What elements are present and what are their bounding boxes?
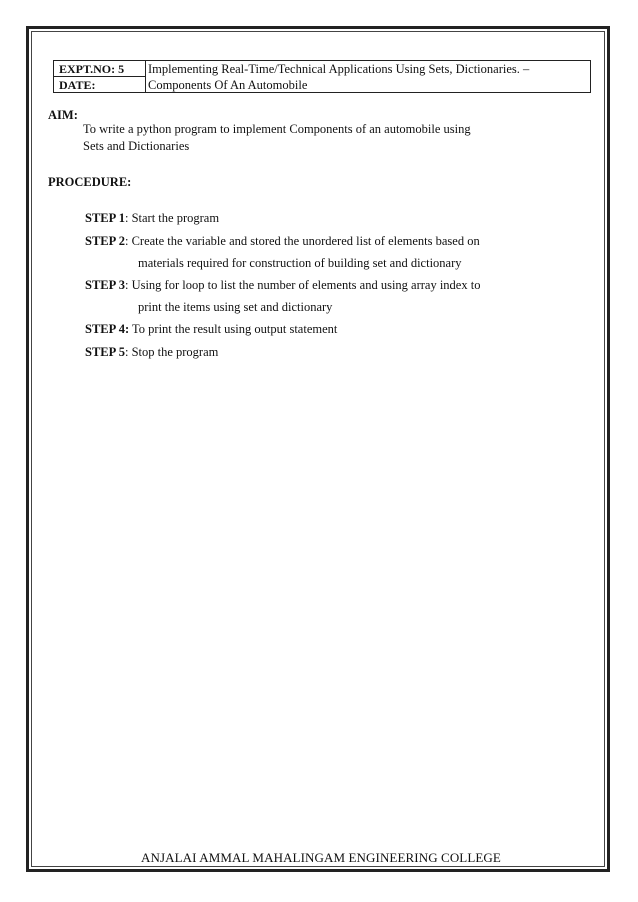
page-inner-border (31, 31, 605, 867)
step-4-label: STEP 4: (85, 322, 130, 336)
step-2-text: Create the variable and stored the unordered list of elements based on (128, 234, 480, 248)
step-1-text: Start the program (128, 211, 220, 225)
procedure-heading: PROCEDURE: (48, 175, 132, 189)
date-label: DATE: (59, 78, 96, 92)
step-5-label: STEP 5 (85, 345, 125, 359)
header-labels (54, 61, 146, 92)
step-2-label: STEP 2 (85, 234, 125, 248)
step-3-separator: : (124, 278, 129, 292)
footer-college-name: ANJALAI AMMAL MAHALINGAM ENGINEERING COLLEGE (141, 850, 501, 865)
step-2 (85, 234, 480, 249)
step-5-text: Stop the program (128, 345, 219, 359)
step-5-separator: : (124, 345, 129, 359)
step-5 (85, 345, 218, 360)
aim-text-line1: To write a python program to implement Components of an automobile using (83, 122, 471, 136)
step-4 (85, 322, 337, 337)
step-3-label: STEP 3 (85, 278, 125, 292)
step-2-continuation: materials required for construction of building set and dictionary (138, 256, 462, 270)
experiment-title (146, 61, 590, 92)
experiment-header-table (53, 60, 591, 93)
step-3-text: Using for loop to list the number of elements and using array index to (128, 278, 481, 292)
step-1-label: STEP 1 (85, 211, 125, 225)
experiment-title-line2: Components Of An Automobile (148, 77, 308, 92)
aim-text-line2: Sets and Dictionaries (83, 139, 190, 153)
step-2-separator: : (124, 234, 129, 248)
step-4-text: To print the result using output statement (129, 322, 338, 336)
step-1-separator: : (124, 211, 129, 225)
step-1 (85, 211, 219, 226)
step-3 (85, 278, 480, 293)
expt-no-label: EXPT.NO: 5 (54, 61, 145, 77)
experiment-title-line1: Implementing Real-Time/Technical Applications Using Sets, Dictionaries. – (148, 62, 530, 76)
step-3-continuation: print the items using set and dictionary (138, 300, 333, 314)
aim-heading: AIM: (48, 108, 78, 122)
